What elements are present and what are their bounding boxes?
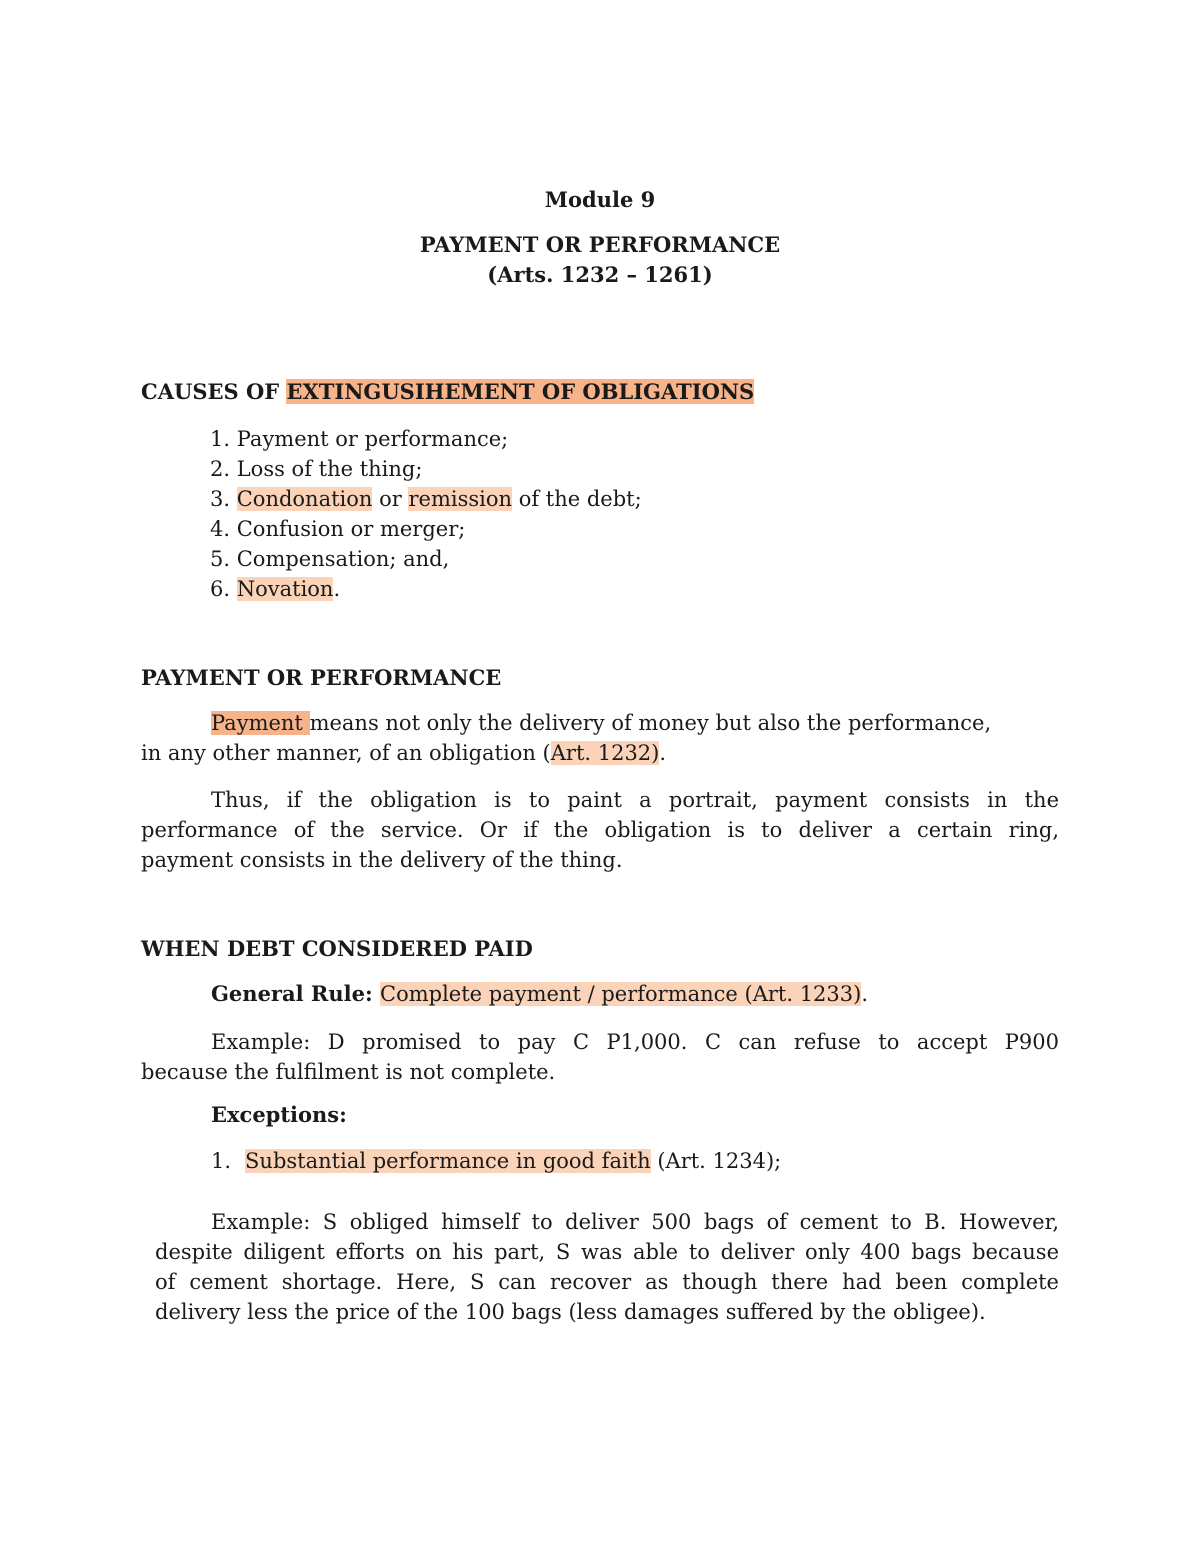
cause-item (210, 424, 642, 454)
payment-example-line1: Thus, if the obligation is to paint a portrait, payment consists in the (211, 788, 1059, 812)
payment-example-line2: performance of the service. Or if the obligation is to deliver a certain ring, (141, 818, 1059, 842)
causes-heading (141, 378, 754, 406)
exceptions-label: Exceptions: (211, 1102, 347, 1127)
payment-definition-text: means not only the delivery of money but also the performance, (309, 711, 992, 735)
cause-text: . (333, 577, 341, 601)
payment-definition-end: . (659, 741, 667, 765)
exception-article: (Art. 1234); (650, 1149, 782, 1173)
cause-text: Condonation (236, 487, 373, 511)
exception-item-1 (211, 1147, 781, 1175)
payment-definition-text2: in any other manner, of an obligation ( (141, 741, 551, 765)
cause-text: or (372, 487, 409, 511)
cause-text: Loss of the thing; (236, 457, 423, 481)
general-rule-example (141, 1027, 1059, 1087)
payment-definition-line2 (141, 739, 666, 767)
debt-paid-heading: WHEN DEBT CONSIDERED PAID (141, 936, 533, 961)
cause-number: 1. (210, 427, 231, 451)
causes-heading-prefix: CAUSES OF (141, 379, 287, 404)
cause-number: 5. (210, 547, 231, 571)
page-title: PAYMENT OR PERFORMANCE (419, 232, 781, 257)
cause-text: remission (408, 487, 513, 511)
cause-text: Payment or performance; (236, 427, 509, 451)
payment-term: Payment (211, 711, 310, 735)
general-rule-text: Complete payment / performance (Art. 1233) (380, 982, 862, 1006)
articles-range: (Arts. 1232 – 1261) (487, 262, 713, 287)
cause-item (210, 544, 642, 574)
general-rule-label: General Rule: (211, 981, 381, 1006)
payment-example-paragraph (141, 785, 1059, 875)
general-rule-end: . (861, 982, 869, 1006)
exception-text: Substantial performance in good faith (245, 1149, 651, 1173)
payment-example-line3: payment consists in the delivery of the thing. (141, 848, 623, 872)
cause-item (210, 454, 642, 484)
cause-number: 6. (210, 577, 231, 601)
article-ref-1232: Art. 1232) (550, 741, 660, 765)
cause-item (210, 574, 642, 604)
example2-line1: Example: S obliged himself to deliver 500 bags of cement to B. However, (211, 1210, 1059, 1234)
payment-heading: PAYMENT OR PERFORMANCE (141, 665, 502, 690)
payment-definition-line1 (211, 709, 991, 737)
causes-list (210, 424, 642, 604)
cause-number: 2. (210, 457, 231, 481)
example1-line2: because the fulfilment is not complete. (141, 1060, 556, 1084)
exception-number: 1. (211, 1149, 232, 1173)
cause-text: Compensation; and, (236, 547, 450, 571)
cause-text: Novation (236, 577, 334, 601)
causes-heading-highlight: EXTINGUSIHEMENT OF OBLIGATIONS (286, 379, 755, 404)
cause-number: 4. (210, 517, 231, 541)
cause-text: Confusion or merger; (236, 517, 466, 541)
example1-line1: Example: D promised to pay C P1,000. C can refuse to accept P900 (211, 1030, 1059, 1054)
general-rule (211, 980, 868, 1008)
example2-line4: delivery less the price of the 100 bags (less damages suffered by the obligee). (155, 1300, 986, 1324)
module-label: Module 9 (544, 187, 656, 212)
cause-item (210, 484, 642, 514)
cause-number: 3. (210, 487, 231, 511)
cause-item (210, 514, 642, 544)
example2-line2: despite diligent efforts on his part, S was able to deliver only 400 bags because (155, 1240, 1059, 1264)
cause-text: of the debt; (512, 487, 642, 511)
example2-line3: of cement shortage. Here, S can recover as though there had been complete (155, 1270, 1059, 1294)
exception-example (155, 1207, 1059, 1327)
